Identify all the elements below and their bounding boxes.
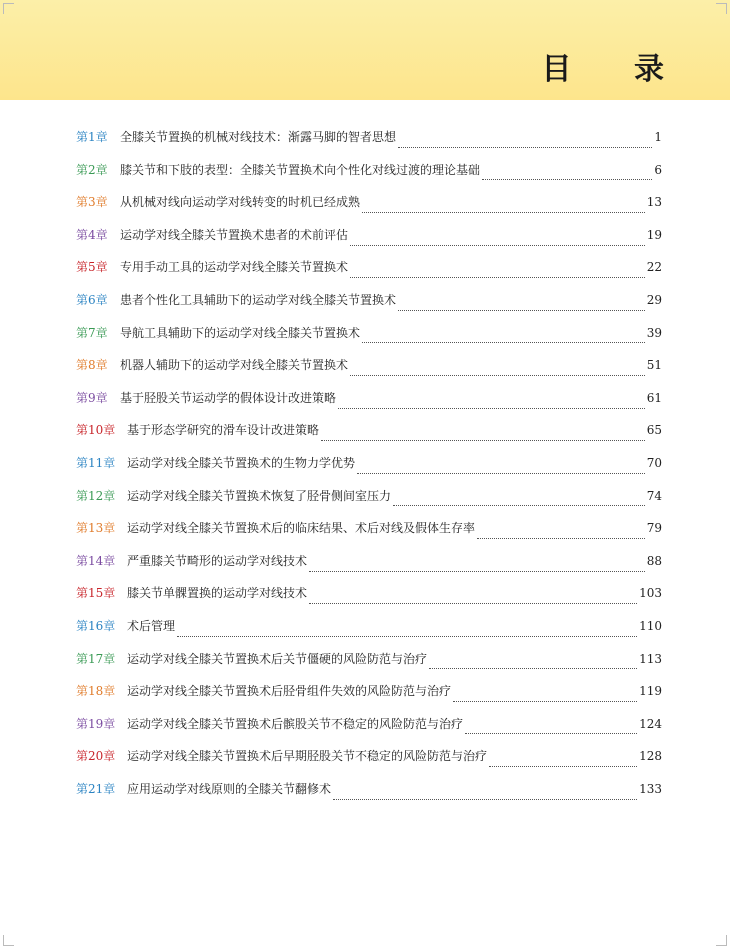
page-number: 74: [646, 488, 662, 503]
toc-entry[interactable]: [76, 161, 662, 194]
chapter-title: 从机械对线向运动学对线转变的时机已经成熟: [120, 195, 361, 210]
chapter-number: 第12章: [76, 488, 116, 503]
chapter-number: 第15章: [76, 586, 116, 601]
toc-entry[interactable]: [76, 747, 662, 780]
chapter-title: 专用手动工具的运动学对线全膝关节置换术: [120, 260, 349, 275]
chapter-number: 第5章: [76, 260, 108, 275]
toc-entry[interactable]: [76, 780, 662, 813]
page-number: 19: [646, 227, 662, 242]
dot-leader: [393, 504, 645, 506]
chapter-title: 导航工具辅助下的运动学对线全膝关节置换术: [120, 325, 361, 340]
chapter-title: 运动学对线全膝关节置换术后髌股关节不稳定的风险防范与治疗: [127, 716, 464, 731]
page-number: 119: [639, 684, 662, 699]
page-number: 6: [654, 162, 662, 177]
page-number: 39: [646, 325, 662, 340]
toc-entry[interactable]: [76, 454, 662, 487]
toc-entry[interactable]: [76, 650, 662, 683]
table-of-contents: [76, 128, 662, 812]
page-number: 103: [639, 586, 662, 601]
page-number: 133: [639, 781, 662, 796]
chapter-title: 运动学对线全膝关节置换术后关节僵硬的风险防范与治疗: [127, 651, 428, 666]
toc-entry[interactable]: [76, 291, 662, 324]
chapter-title: 机器人辅助下的运动学对线全膝关节置换术: [120, 358, 349, 373]
chapter-title: 运动学对线全膝关节置换术后胫骨组件失效的风险防范与治疗: [127, 684, 452, 699]
page-number: 51: [646, 358, 662, 373]
chapter-title: 患者个性化工具辅助下的运动学对线全膝关节置换术: [120, 292, 397, 307]
page-number: 128: [639, 749, 662, 764]
chapter-title: 基于形态学研究的滑车设计改进策略: [127, 423, 320, 438]
dot-leader: [350, 276, 645, 278]
dot-leader: [309, 570, 645, 572]
dot-leader: [362, 211, 645, 213]
chapter-title: 膝关节单髁置换的运动学对线技术: [127, 586, 308, 601]
dot-leader: [338, 407, 645, 409]
crop-mark: [716, 3, 727, 14]
chapter-number: 第9章: [76, 390, 108, 405]
chapter-number: 第1章: [76, 130, 108, 144]
toc-entry[interactable]: [76, 389, 662, 422]
page-number: 29: [646, 292, 662, 307]
toc-entry[interactable]: [76, 715, 662, 748]
dot-leader: [489, 765, 637, 767]
toc-entry[interactable]: [76, 682, 662, 715]
chapter-number: 第2章: [76, 162, 108, 177]
chapter-title: 应用运动学对线原则的全膝关节翻修术: [127, 781, 332, 796]
chapter-number: 第7章: [76, 325, 108, 340]
crop-mark: [3, 3, 14, 14]
chapter-title: 膝关节和下肢的表型：全膝关节置换术向个性化对线过渡的理论基础: [120, 162, 481, 177]
toc-entry[interactable]: [76, 226, 662, 259]
toc-entry[interactable]: [76, 421, 662, 454]
toc-entry[interactable]: [76, 487, 662, 520]
chapter-title: 严重膝关节畸形的运动学对线技术: [127, 553, 308, 568]
dot-leader: [477, 537, 645, 539]
page-number: 13: [646, 195, 662, 210]
chapter-number: 第4章: [76, 227, 108, 242]
dot-leader: [177, 635, 637, 637]
toc-entry[interactable]: [76, 584, 662, 617]
toc-entry[interactable]: [76, 193, 662, 226]
crop-mark: [716, 935, 727, 946]
dot-leader: [357, 472, 645, 474]
crop-mark: [3, 935, 14, 946]
dot-leader: [398, 146, 652, 148]
dot-leader: [333, 798, 637, 800]
dot-leader: [398, 309, 645, 311]
page-number: 79: [646, 521, 662, 536]
chapter-number: 第6章: [76, 292, 108, 307]
toc-entry[interactable]: [76, 324, 662, 357]
chapter-number: 第21章: [76, 781, 116, 796]
dot-leader: [309, 602, 637, 604]
chapter-title: 运动学对线全膝关节置换术后早期胫股关节不稳定的风险防范与治疗: [127, 749, 488, 764]
page-number: 70: [646, 455, 662, 470]
chapter-title: 运动学对线全膝关节置换术的生物力学优势: [127, 455, 356, 470]
chapter-number: 第18章: [76, 684, 116, 699]
toc-entry[interactable]: [76, 258, 662, 291]
chapter-number: 第10章: [76, 423, 116, 438]
dot-leader: [429, 667, 637, 669]
chapter-number: 第16章: [76, 618, 116, 633]
chapter-number: 第13章: [76, 521, 116, 536]
page-number: 22: [646, 260, 662, 275]
chapter-title: 基于胫股关节运动学的假体设计改进策略: [120, 390, 337, 405]
chapter-number: 第3章: [76, 195, 108, 210]
chapter-number: 第11章: [76, 455, 116, 470]
chapter-title: 运动学对线全膝关节置换术恢复了胫骨侧间室压力: [127, 488, 392, 503]
toc-entry[interactable]: [76, 552, 662, 585]
toc-entry[interactable]: [76, 128, 662, 161]
dot-leader: [350, 374, 645, 376]
page-number: 124: [639, 716, 662, 731]
page-number: 61: [646, 390, 662, 405]
dot-leader: [350, 244, 645, 246]
dot-leader: [465, 732, 637, 734]
dot-leader: [453, 700, 637, 702]
page-number: 113: [639, 651, 662, 666]
dot-leader: [362, 341, 645, 343]
chapter-title: 运动学对线全膝关节置换术患者的术前评估: [120, 227, 349, 242]
chapter-number: 第20章: [76, 749, 116, 764]
chapter-number: 第14章: [76, 553, 116, 568]
toc-entry[interactable]: [76, 356, 662, 389]
dot-leader: [482, 178, 652, 180]
chapter-title: 全膝关节置换的机械对线技术：渐露马脚的智者思想: [120, 130, 397, 144]
toc-entry[interactable]: [76, 519, 662, 552]
chapter-number: 第19章: [76, 716, 116, 731]
chapter-number: 第17章: [76, 651, 116, 666]
page-number: 110: [639, 618, 662, 633]
chapter-title: 运动学对线全膝关节置换术后的临床结果、术后对线及假体生存率: [127, 521, 476, 536]
page-number: 1: [654, 130, 662, 144]
chapter-title: 术后管理: [127, 618, 176, 633]
chapter-number: 第8章: [76, 358, 108, 373]
page-number: 65: [646, 423, 662, 438]
page-title: 目 录: [541, 52, 690, 87]
page-number: 88: [646, 553, 662, 568]
toc-entry[interactable]: [76, 617, 662, 650]
dot-leader: [321, 439, 645, 441]
